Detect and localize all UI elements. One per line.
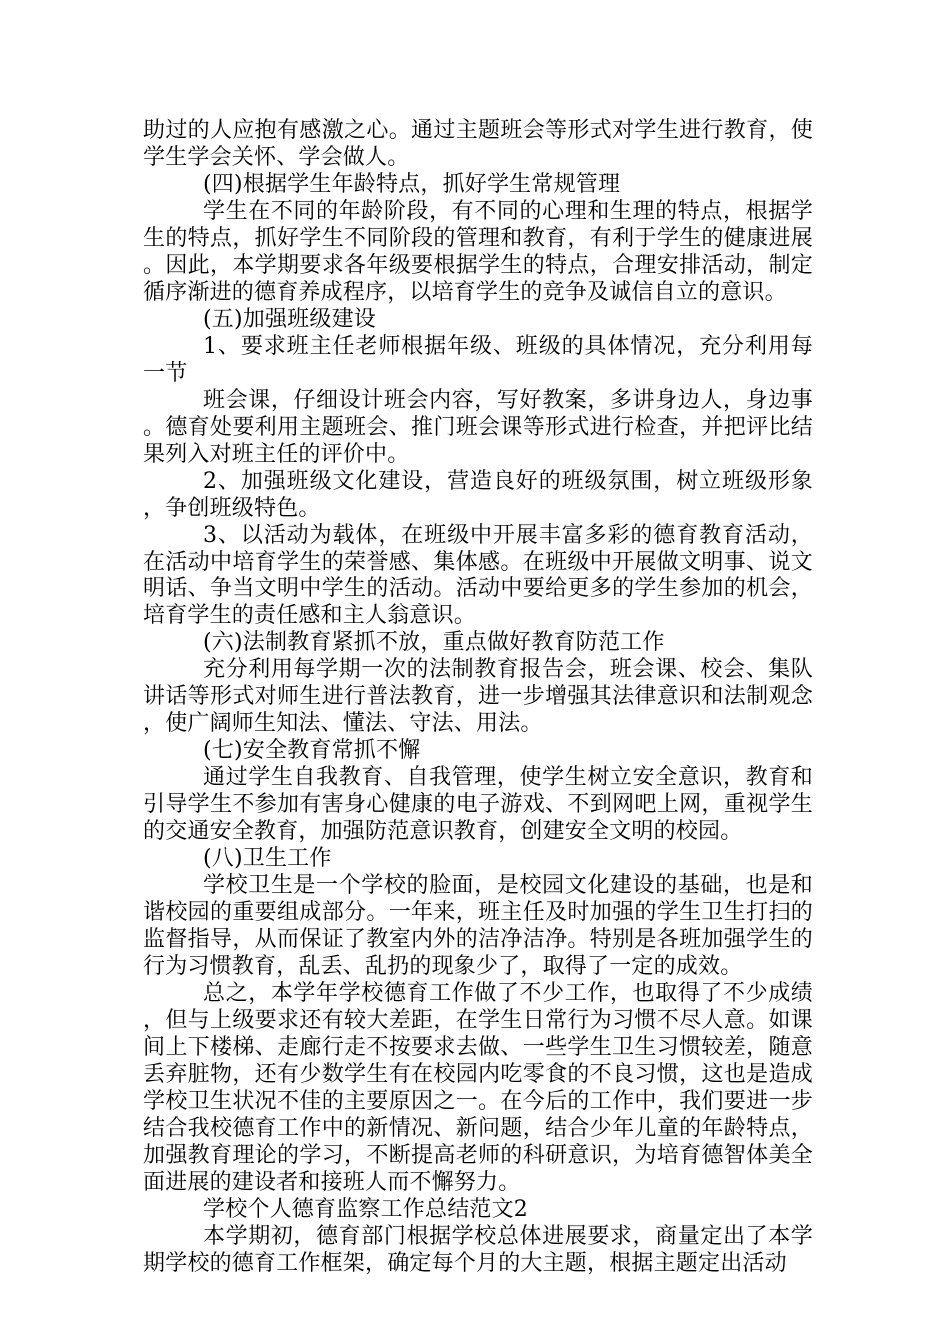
article-title: 学校个人德育监察工作总结范文2	[203, 1196, 528, 1222]
paragraph: 3、以活动为载体，在班级中开展丰富多彩的德育教育活动，在活动中培育学生的荣誉感、集体感。在班级中开展做文明事、说文明话、争当文明中学生的活动。活动中要给更多的学生参加的机会，培育学生的责任感和主人翁意识。	[143, 522, 813, 629]
section-heading: (四)根据学生年龄特点，抓好学生常规管理	[203, 171, 621, 197]
paragraph: 本学期初，德育部门根据学校总体进展要求，商量定出了本学期学校的德育工作框架，确定每个月的大主题，根据主题定出活动	[143, 1223, 813, 1276]
section-heading: (五)加强班级建设	[203, 306, 376, 332]
paragraph: 学校卫生是一个学校的脸面，是校园文化建设的基础，也是和谐校园的重要组成部分。一年来，班主任及时加强的学生卫生打扫的监督指导，从而保证了教室内外的洁净洁净。特别是各班加强学生的行为习惯教育，乱丢、乱扔的现象少了，取得了一定的成效。	[143, 873, 813, 980]
section-heading: (七)安全教育常抓不懈	[203, 738, 421, 764]
section-heading: (六)法制教育紧抓不放，重点做好教育防范工作	[203, 630, 665, 656]
paragraph: 总之，本学年学校德育工作做了不少工作，也取得了不少成绩，但与上级要求还有较大差距，在学生日常行为习惯不尽人意。如课间上下楼梯、走廊行走不按要求去做、一些学生卫生习惯较差，随意丢弃脏物，还有少数学生有在校园内吃零食的不良习惯，这也是造成学校卫生状况不佳的主要原因之一。在今后的工作中，我们要进一步结合我校德育工作中的新情况、新问题，结合少年儿童的年龄特点，加强教育理论的学习，不断提高老师的科研意识，为培育德智体美全面进展的建设者和接班人而不懈努力。	[143, 981, 813, 1195]
paragraph: 通过学生自我教育、自我管理，使学生树立安全意识，教育和引导学生不参加有害身心健康的电子游戏、不到网吧上网，重视学生的交通安全教育，加强防范意识教育，创建安全文明的校园。	[143, 765, 813, 845]
paragraph: 2、加强班级文化建设，营造良好的班级氛围，树立班级形象，争创班级特色。	[143, 468, 813, 521]
paragraph: 助过的人应抱有感激之心。通过主题班会等形式对学生进行教育，使学生学会关怀、学会做人。	[143, 118, 813, 170]
document-body	[143, 118, 813, 1278]
section-heading: (八)卫生工作	[203, 846, 332, 872]
paragraph: 充分利用每学期一次的法制教育报告会，班会课、校会、集队讲话等形式对师生进行普法教育，进一步增强其法律意识和法制观念，使广阔师生知法、懂法、守法、用法。	[143, 657, 813, 737]
paragraph: 班会课，仔细设计班会内容，写好教案，多讲身边人，身边事。德育处要利用主题班会、推门班会课等形式进行检查，并把评比结果列入对班主任的评价中。	[143, 387, 813, 467]
paragraph: 1、要求班主任老师根据年级、班级的具体情况，充分利用每一节	[143, 333, 813, 386]
paragraph: 学生在不同的年龄阶段，有不同的心理和生理的特点，根据学生的特点，抓好学生不同阶段的管理和教育，有利于学生的健康进展。因此，本学期要求各年级要根据学生的特点，合理安排活动，制定循序渐进的德育养成程序，以培育学生的竞争及诚信自立的意识。	[143, 198, 813, 305]
